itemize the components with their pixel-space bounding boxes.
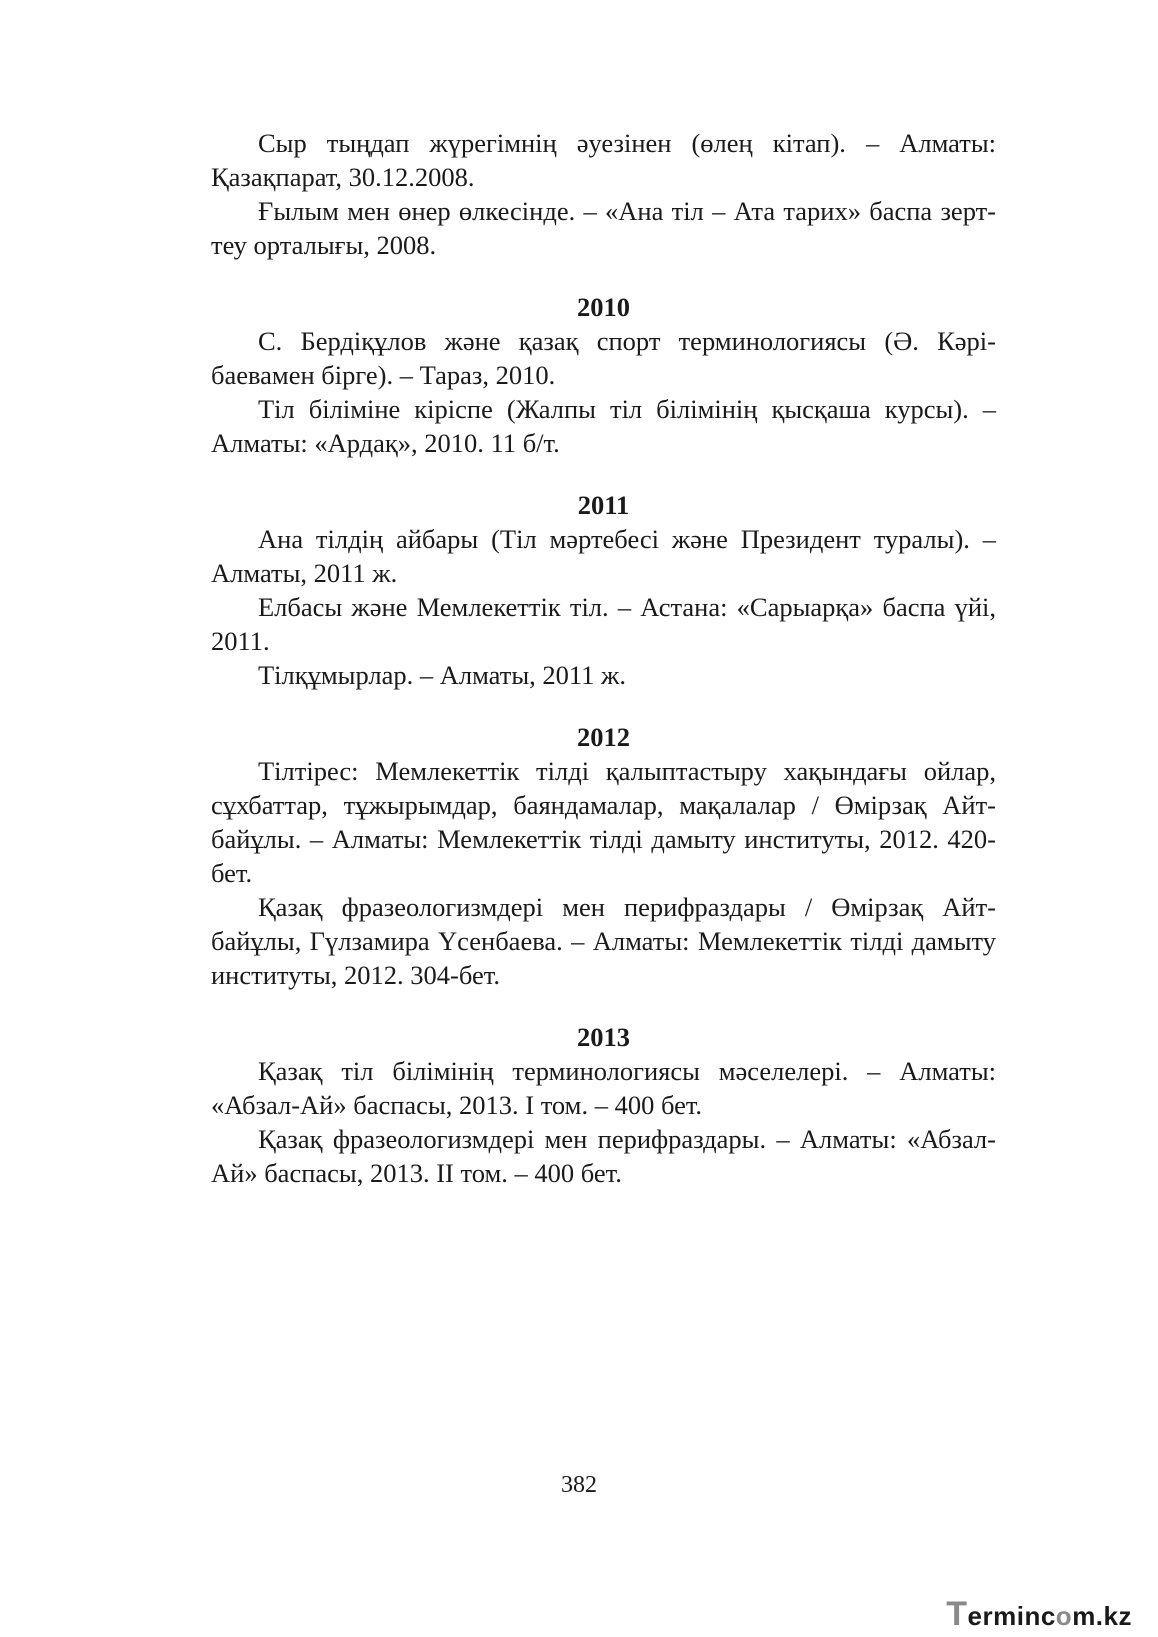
bibliography-section <box>211 488 996 692</box>
bibliography-entry: Тілтірес: Мемлекеттік тілді қалыптастыру хақындағы ойлар, сұхбаттар, тұжырымдар, баяндамалар, мақалалар / Өмірзақ Айт-байұлы. – Алматы: Мемлекеттік тілді дамыту институты, 2012. 420-бет. <box>211 756 996 888</box>
bibliography-entry: С. Бердіқұлов және қазақ спорт терминологиясы (Ә. Кәрі-баевамен бірге). – Тараз, 2010. <box>211 326 996 390</box>
magnifier-icon: o <box>1055 1601 1073 1631</box>
bibliography-entry: Қазақ тіл білімінің терминологиясы мәселелері. – Алматы: «Абзал-Ай» баспасы, 2013. I том. – 400 бет. <box>211 1056 996 1120</box>
bibliography-entry: Қазақ фразеологизмдері мен перифраздары. – Алматы: «Абзал-Ай» баспасы, 2013. II том. – 400 бет. <box>211 1124 996 1188</box>
bibliography-entry: Сыр тыңдап жүрегімнің әуезінен (өлең кітап). – Алматы: Қазақпарат, 30.12.2008. <box>211 128 996 192</box>
page-number: 382 <box>561 1472 597 1498</box>
watermark-t-glyph: T <box>946 1595 968 1633</box>
year-heading: 2010 <box>577 292 630 322</box>
year-heading: 2011 <box>577 490 630 520</box>
year-heading: 2013 <box>577 1022 630 1052</box>
bibliography-section <box>211 1020 996 1190</box>
bibliography-section <box>211 290 996 460</box>
bibliography-entry: Тіл біліміне кіріспе (Жалпы тіл білімінің қысқаша курсы). – Алматы: «Ардақ», 2010. 11 б/т. <box>211 394 996 458</box>
document-body <box>211 126 996 1190</box>
bibliography-entry: Қазақ фразеологизмдері мен перифраздары / Өмірзақ Айт-байұлы, Гүлзамира Үсенбаева. – Алматы: Мемлекеттік тілді дамыту институты, 2012. 304-бет. <box>211 892 996 990</box>
bibliography-entry: Тілқұмырлар. – Алматы, 2011 ж. <box>258 660 626 690</box>
bibliography-entry: Елбасы және Мемлекеттік тіл. – Астана: «Сарыарқа» баспа үйі, 2011. <box>211 592 996 656</box>
watermark-logo <box>946 1595 1132 1634</box>
bibliography-section <box>211 126 996 262</box>
year-heading: 2012 <box>577 722 630 752</box>
bibliography-section <box>211 720 996 992</box>
watermark-text: erminc <box>967 1601 1056 1631</box>
bibliography-entry: Ғылым мен өнер өлкесінде. – «Ана тіл – Ата тарих» баспа зерт-теу орталығы, 2008. <box>211 196 996 260</box>
watermark-domain: m.kz <box>1072 1601 1132 1631</box>
bibliography-entry: Ана тілдің айбары (Тіл мәртебесі және Президент туралы). – Алматы, 2011 ж. <box>211 524 996 588</box>
